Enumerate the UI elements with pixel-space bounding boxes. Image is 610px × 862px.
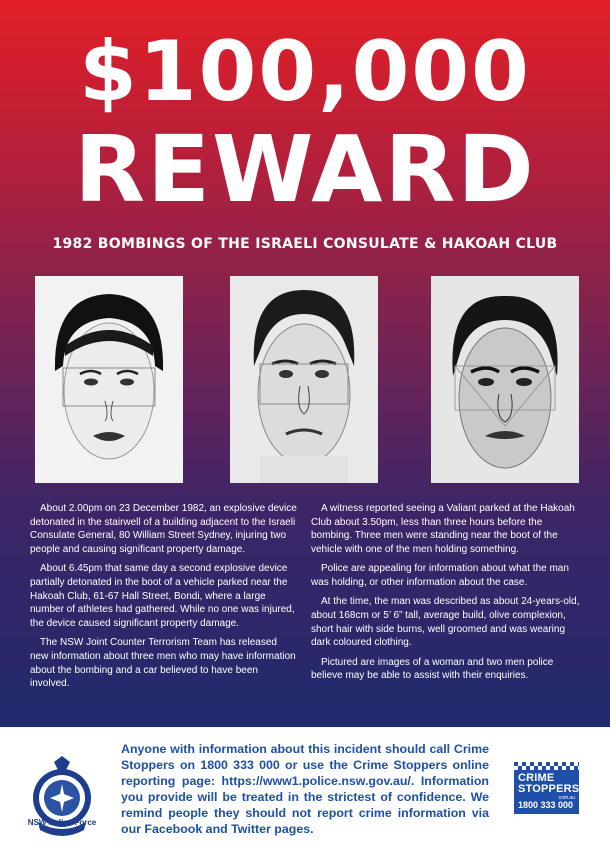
body-column-left xyxy=(30,502,297,697)
crime-stoppers-website: com.au xyxy=(558,795,575,801)
sketch-woman xyxy=(35,276,183,483)
body-paragraph: Pictured are images of a woman and two men police believe may be able to assist with their enquiries. xyxy=(311,656,554,682)
body-paragraph: About 2.00pm on 23 December 1982, an explosive device detonated in the stairwell of a building adjacent to the Israeli Consulate General, 80 William Street Sydney, injuring two people and causing significant property damage. xyxy=(30,503,297,556)
police-logo-text: NSW Police Force xyxy=(27,818,97,827)
crime-stoppers-phone: 1800 333 000 xyxy=(518,800,574,810)
body-paragraph: At the time, the man was described as about 24-years-old, about 168cm or 5’ 6” tall, average build, olive complexion, short hair with side burns, well groomed and was wearing dark coloured clothing. xyxy=(311,596,580,649)
incident-subheading: 1982 BOMBINGS OF THE ISRAELI CONSULATE & HAKOAH CLUB xyxy=(52,236,558,252)
body-paragraph: The NSW Joint Counter Terrorism Team has released new information about three men who may have information about the bombing and a car believed to have been involved. xyxy=(30,637,296,690)
checker-band xyxy=(514,762,579,770)
contact-callout: Anyone with information about this incident should call Crime Stoppers on 1800 333 000 or use the Crime Stoppers online reporting page: https://www1.police.nsw.gov.au/. Information you provide will be treated in the strictest of confidence. We remind people they should not report crime information via our Facebook and Twitter pages. xyxy=(121,742,489,836)
reward-amount: $100,000 xyxy=(79,23,531,120)
crime-stoppers-name-line1: CRIME xyxy=(518,772,555,784)
crime-stoppers-name-line2: STOPPERS xyxy=(518,783,580,795)
body-paragraph: About 6.45pm that same day a second explosive device partially detonated in the boot of a vehicle parked near the Hakoah Club, 61-67 Hall Street, Bondi, where a large number of athletes had gathered. While no one was injured, the device caused significant property damage. xyxy=(30,563,295,630)
sketch-man-one xyxy=(230,276,378,483)
poster-footer xyxy=(0,727,610,862)
body-column-right xyxy=(311,502,581,688)
sketch-man-two xyxy=(431,276,579,483)
body-paragraph: A witness reported seeing a Valiant parked at the Hakoah Club about 3.50pm, less than three hours before the bombing. Three men were standing near the boot of the vehicle with one of the men holding something. xyxy=(311,503,575,556)
body-paragraph: Police are appealing for information about what the man was holding, or other information about the case. xyxy=(311,563,569,589)
nsw-police-badge-icon xyxy=(28,756,96,846)
reward-title: REWARD xyxy=(74,116,536,223)
crime-stoppers-logo xyxy=(514,762,579,814)
